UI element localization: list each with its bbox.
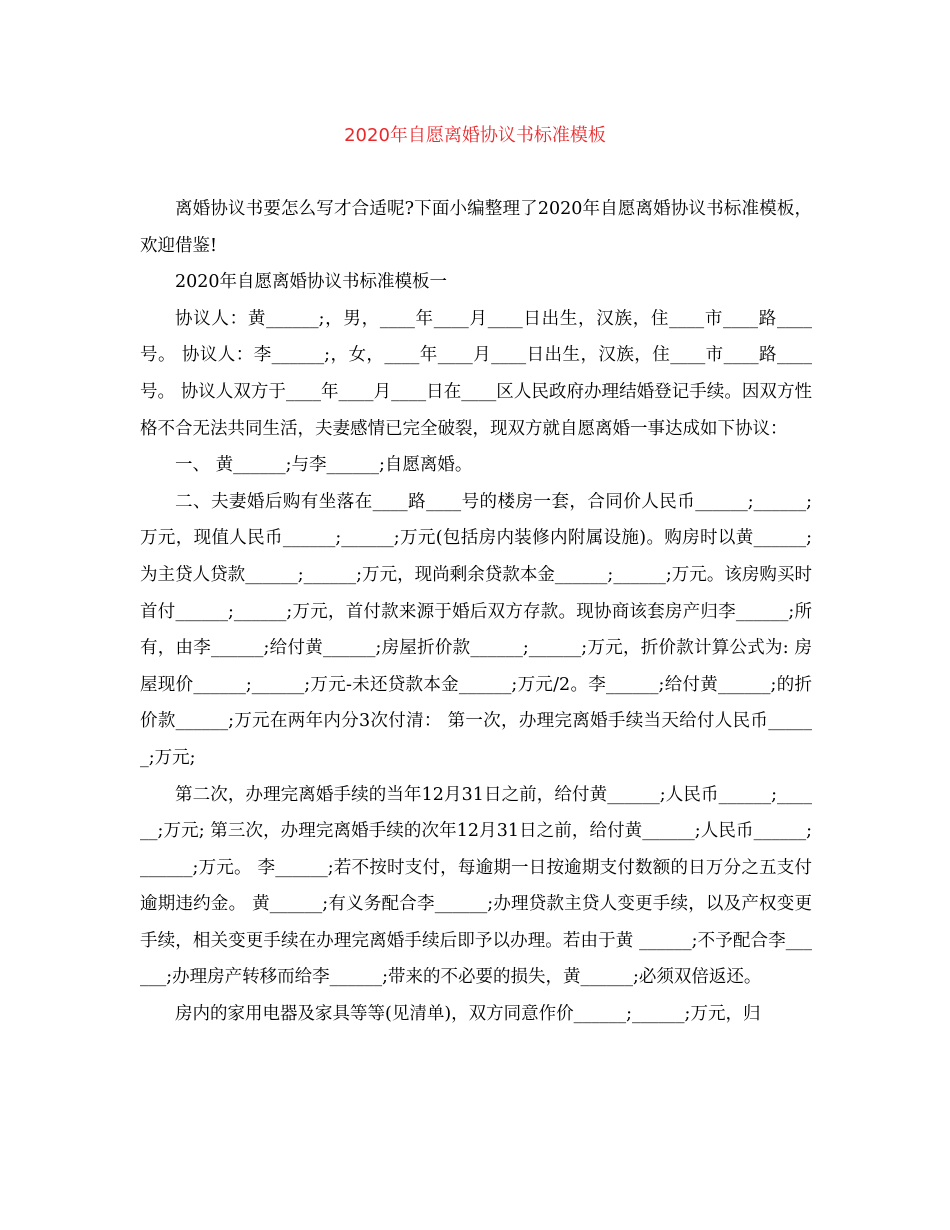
parties-paragraph: 协议人：黄______;，男，____年____月____日出生，汉族，住____市____路____号。 协议人：李______;，女，____年____月____日出生，汉族，住____市____路____号。 协议人双方于____年____月____日在____区人民政府办理结婚登记手续。因双方性格不合无法共同生活，夫妻感情已完全破裂，现双方就自愿离婚一事达成如下协议： — [140, 308, 812, 439]
clause-two: 二、夫妻婚后购有坐落在____路____号的楼房一套，合同价人民币______;______;万元，现值人民币______;______;万元(包括房内装修内附属设施)。购房时以黄______;为主贷人贷款______;______;万元，现尚剩余贷款本金______;______;万元。该房购买时首付______;______;万元，首付款来源于婚后双方存款。现协商该套房产归李______;所有，由李______;给付黄______;房屋折价款______;______;万元，折价款计算公式为: 房屋现价______;______;万元-未还贷款本金______;万元/2。李______;给付黄______;的折价款______;万元在两年内分3次付清： 第一次，办理完离婚手续当天给付人民币______;万元; — [140, 491, 812, 768]
section-heading: 2020年自愿离婚协议书标准模板一 — [175, 272, 448, 293]
document-title: 2020年自愿离婚协议书标准模板 — [344, 125, 606, 146]
intro-paragraph: 离婚协议书要怎么写才合适呢?下面小编整理了2020年自愿离婚协议书标准模板，欢迎借鉴! — [140, 199, 812, 256]
clause-two-continued: 第二次，办理完离婚手续的当年12月31日之前，给付黄______;人民币______;______;万元; 第三次，办理完离婚手续的次年12月31日之前，给付黄______;人民币______;______;万元。 李______;若不按时支付，每逾期一日按逾期支付数额的日万分之五支付逾期违约金。 黄______;有义务配合李______;办理贷款主贷人变更手续，以及产权变更手续，相关变更手续在办理完离婚手续后即予以办理。若由于黄 ______;不予配合李______;办理房产转移而给李______;带来的不必要的损失，黄______;必须双倍返还。 — [140, 784, 812, 988]
document-body — [140, 191, 812, 1033]
clause-one: 一、 黄______;与李______;自愿离婚。 — [175, 455, 473, 476]
appliances-paragraph: 房内的家用电器及家具等等(见清单)，双方同意作价______;______;万元，归 — [175, 1004, 761, 1025]
